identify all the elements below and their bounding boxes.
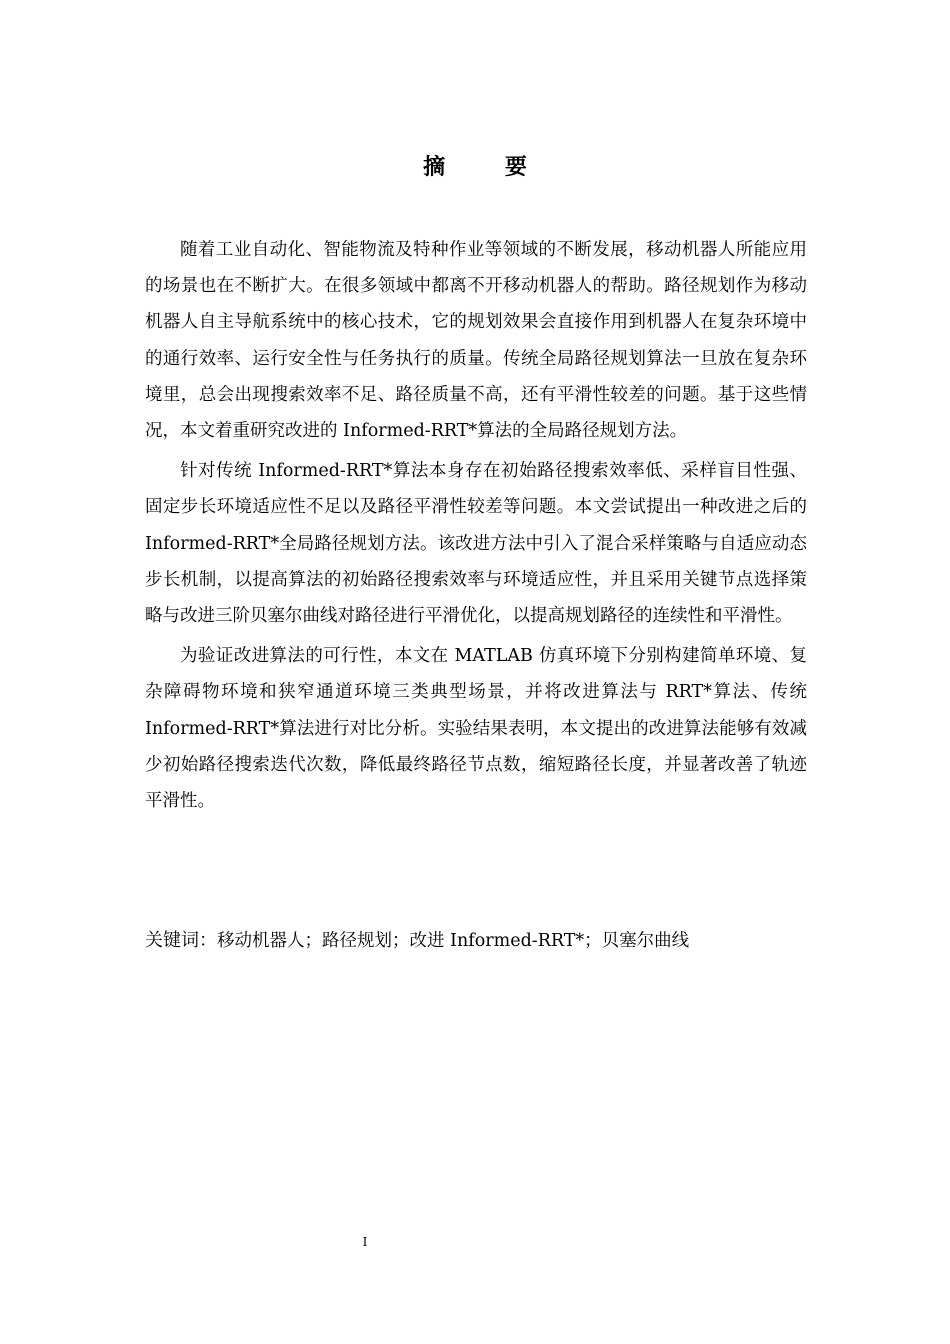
- abstract-paragraph-1: 随着工业自动化、智能物流及特种作业等领域的不断发展，移动机器人所能应用的场景也在不断扩大。在很多领域中都离不开移动机器人的帮助。路径规划作为移动机器人自主导航系统中的核心技术，它的规划效果会直接作用到机器人在复杂环境中的通行效率、运行安全性与任务执行的质量。传统全局路径规划算法一旦放在复杂环境里，总会出现搜索效率不足、路径质量不高，还有平滑性较差的问题。基于这些情况，本文着重研究改进的 Informed-RRT*算法的全局路径规划方法。: [145, 240, 807, 442]
- page-title: 摘 要: [423, 155, 553, 180]
- keywords-line: [145, 925, 807, 957]
- keywords-text: 移动机器人；路径规划；改进 Informed-RRT*；贝塞尔曲线: [217, 931, 690, 951]
- keywords-label: 关键词：: [145, 930, 217, 951]
- abstract-body: [145, 232, 807, 823]
- page-number: I: [362, 1235, 368, 1249]
- abstract-paragraph-2: 针对传统 Informed-RRT*算法本身存在初始路径搜索效率低、采样盲目性强、固定步长环境适应性不足以及路径平滑性较差等问题。本文尝试提出一种改进之后的 Informed-RRT*全局路径规划方法。该改进方法中引入了混合采样策略与自适应动态步长机制，以提高算法的初始路径搜索效率与环境适应性，并且采用关键节点选择策略与改进三阶贝塞尔曲线对路径进行平滑优化，以提高规划路径的连续性和平滑性。: [145, 461, 807, 627]
- abstract-paragraph-3: 为验证改进算法的可行性，本文在 MATLAB 仿真环境下分别构建简单环境、复杂障碍物环境和狭窄通道环境三类典型场景，并将改进算法与 RRT*算法、传统 Informed-RRT*算法进行对比分析。实验结果表明，本文提出的改进算法能够有效减少初始路径搜索迭代次数，降低最终路径节点数，缩短路径长度，并显著改善了轨迹平滑性。: [145, 646, 807, 812]
